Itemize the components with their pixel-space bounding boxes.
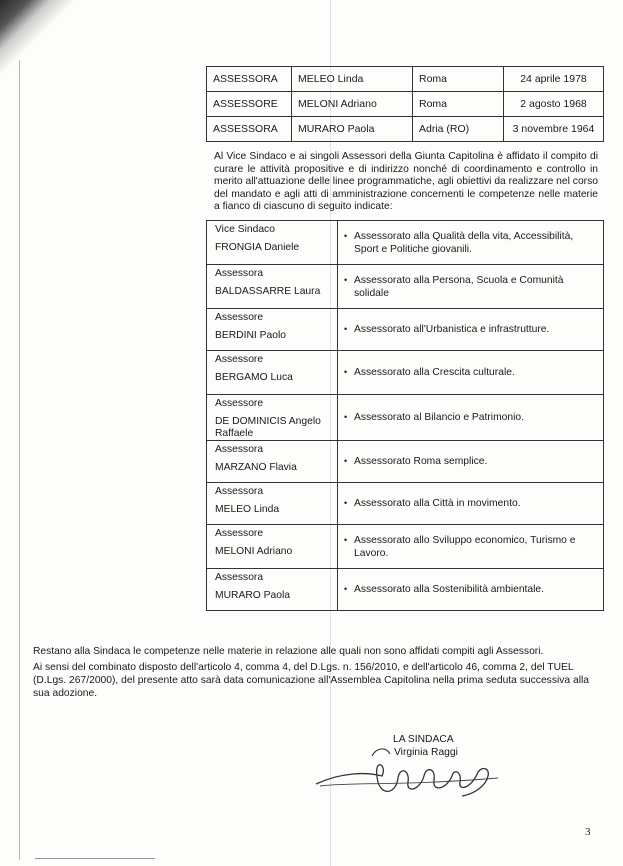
delega-row xyxy=(207,395,604,441)
assessore-name: MELONI Adriano xyxy=(215,546,293,557)
delega-cell xyxy=(338,309,604,351)
delega-row xyxy=(207,265,604,309)
delega-text: Assessorato alla Persona, Scuola e Comunità solidale xyxy=(354,274,564,299)
delega-cell xyxy=(338,483,604,525)
assessore-name: MARZANO Flavia xyxy=(215,462,297,473)
delega-text: Assessorato alla Qualità della vita, Accessibilità, Sport e Politiche giovanili. xyxy=(354,230,574,255)
assessore-role: Assessora xyxy=(215,444,264,455)
delega-cell xyxy=(338,441,604,483)
delega-cell xyxy=(338,351,604,395)
delega-cell xyxy=(338,569,604,611)
page-number: 3 xyxy=(585,826,591,838)
name-cell: MELEO Linda xyxy=(292,67,413,92)
assessore-cell xyxy=(207,525,338,569)
bullet-icon: • xyxy=(344,412,348,422)
assessore-cell xyxy=(207,569,338,611)
scan-margin-line xyxy=(19,60,20,860)
signature-title: LA SINDACA xyxy=(393,734,454,745)
role-cell: ASSESSORA xyxy=(207,67,292,92)
delega-row xyxy=(207,441,604,483)
assessore-name: BERGAMO Luca xyxy=(215,372,293,383)
anagrafica-row xyxy=(207,92,604,117)
closing-paragraph-2: Ai sensi del combinato disposto dell'articolo 4, comma 4, del D.Lgs. n. 156/2010, e dell'articolo 46, comma 2, del TUEL (D.Lgs. 267/2000), del presente atto sarà data comunicazione all'Assemblea Capitolina nella prima seduta successiva alla sua adozione. xyxy=(33,662,590,699)
assessore-cell xyxy=(207,395,338,441)
assessore-role: Assessora xyxy=(215,486,264,497)
bullet-icon: • xyxy=(344,324,348,334)
bullet-icon: • xyxy=(344,498,348,508)
scan-shadow-corner xyxy=(0,0,80,80)
bullet-icon: • xyxy=(344,456,348,466)
birthplace-cell: Roma xyxy=(413,67,504,92)
anagrafica-row xyxy=(207,117,604,142)
delega-row xyxy=(207,569,604,611)
assessore-name: DE DOMINICIS Angelo Raffaele xyxy=(215,416,321,439)
delega-text: Assessorato all'Urbanistica e infrastrutture. xyxy=(354,324,550,335)
birthplace-cell: Adria (RO) xyxy=(413,117,504,142)
birthplace-cell: Roma xyxy=(413,92,504,117)
handwritten-signature xyxy=(312,742,512,802)
delega-row xyxy=(207,525,604,569)
intro-paragraph: Al Vice Sindaco e ai singoli Assessori della Giunta Capitolina è affidato il compito di curare le attività propositive e di indirizzo nonché di coordinamento e controllo in merito all'attuazione delle linee programmatiche, agli obiettivi da realizzare nel corso del mandato e agli atti di amministrazione concernenti le competenze nelle materie a fianco di ciascuno di seguito indicate: xyxy=(214,151,598,213)
delega-cell xyxy=(338,525,604,569)
delega-cell xyxy=(338,221,604,265)
name-cell: MURARO Paola xyxy=(292,117,413,142)
anagrafica-row xyxy=(207,67,604,92)
assessore-cell xyxy=(207,309,338,351)
assessore-cell xyxy=(207,221,338,265)
closing-paragraph-1: Restano alla Sindaca le competenze nelle materie in relazione alle quali non sono affidati compiti agli Assessori. xyxy=(33,646,544,657)
assessore-cell xyxy=(207,351,338,395)
bullet-icon: • xyxy=(344,534,348,545)
birthdate-cell: 2 agosto 1968 xyxy=(504,92,604,117)
delega-text: Assessorato alla Sostenibilità ambientale. xyxy=(354,584,545,595)
delega-row xyxy=(207,483,604,525)
assessore-role: Assessore xyxy=(215,528,264,539)
assessore-role: Assessore xyxy=(215,354,264,365)
assessore-role: Assessore xyxy=(215,312,264,323)
birthdate-cell: 24 aprile 1978 xyxy=(504,67,604,92)
birthdate-cell: 3 novembre 1964 xyxy=(504,117,604,142)
assessore-role: Assessora xyxy=(215,268,264,279)
bullet-icon: • xyxy=(344,584,348,594)
delega-text: Assessorato alla Città in movimento. xyxy=(354,498,521,509)
delega-row xyxy=(207,351,604,395)
bullet-icon: • xyxy=(344,230,348,241)
role-cell: ASSESSORA xyxy=(207,117,292,142)
assessori-anagrafica-table xyxy=(206,66,604,142)
delega-text: Assessorato al Bilancio e Patrimonio. xyxy=(354,412,524,423)
delega-cell xyxy=(338,265,604,309)
assessore-name: MURARO Paola xyxy=(215,590,290,601)
name-cell: MELONI Adriano xyxy=(292,92,413,117)
assessore-cell xyxy=(207,483,338,525)
delega-text: Assessorato Roma semplice. xyxy=(354,456,488,467)
delega-cell xyxy=(338,395,604,441)
delega-row xyxy=(207,221,604,265)
delega-text: Assessorato allo Sviluppo economico, Turismo e Lavoro. xyxy=(354,534,576,559)
assessore-role: Vice Sindaco xyxy=(215,224,275,235)
assessore-name: FRONGIA Daniele xyxy=(215,242,300,253)
signature-name: Virginia Raggi xyxy=(394,747,458,758)
assessore-role: Assessora xyxy=(215,572,264,583)
assessore-cell xyxy=(207,441,338,483)
assessore-name: MELEO Linda xyxy=(215,504,280,515)
assessore-role: Assessore xyxy=(215,398,264,409)
delega-row xyxy=(207,309,604,351)
assessore-name: BERDINI Paolo xyxy=(215,330,286,341)
assessore-name: BALDASSARRE Laura xyxy=(215,286,321,297)
role-cell: ASSESSORE xyxy=(207,92,292,117)
scan-bottom-mark xyxy=(35,858,155,859)
bullet-icon: • xyxy=(344,367,348,377)
delega-text: Assessorato alla Crescita culturale. xyxy=(354,367,515,378)
bullet-icon: • xyxy=(344,274,348,285)
deleghe-table xyxy=(206,220,604,611)
assessore-cell xyxy=(207,265,338,309)
